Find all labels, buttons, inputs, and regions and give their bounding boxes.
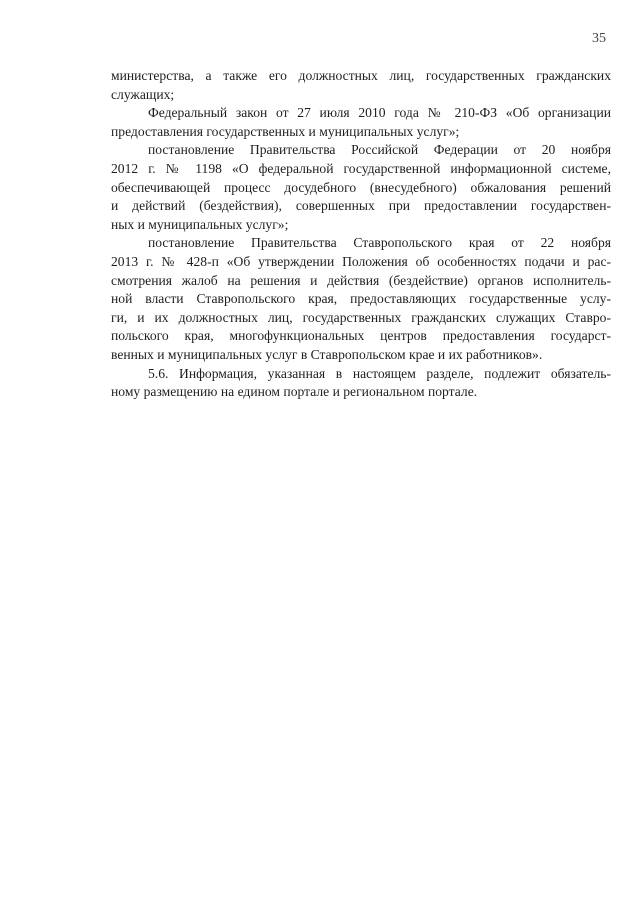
text-line: постановление Правительства Ставропольского края от 22 ноября	[148, 235, 611, 251]
text-line: постановление Правительства Российской Федерации от 20 ноября	[148, 142, 611, 158]
document-body	[111, 67, 611, 402]
text-line: польского края, многофункциональных центров предоставления государст-	[111, 328, 611, 344]
text-line: и действий (бездействия), совершенных при предоставлении государствен-	[111, 198, 611, 214]
text-line: ному размещению на едином портале и региональном портале.	[111, 384, 478, 400]
text-line: 2013 г. № 428-п «Об утверждении Положения об особенностях подачи и рас-	[111, 253, 611, 269]
text-line: обеспечивающей процесс досудебного (внесудебного) обжалования решений	[111, 179, 611, 195]
text-line: Федеральный закон от 27 июля 2010 года № 210-ФЗ «Об организации	[148, 105, 611, 121]
text-line: смотрения жалоб на решения и действия (бездействие) органов исполнитель-	[111, 272, 611, 288]
page-number: 35	[592, 31, 606, 46]
text-line: служащих;	[111, 86, 175, 102]
text-line: ных и муниципальных услуг»;	[111, 216, 289, 232]
text-line: министерства, а также его должностных лиц, государственных гражданских	[111, 68, 611, 83]
text-line: предоставления государственных и муниципальных услуг»;	[111, 123, 460, 139]
text-line: ной власти Ставропольского края, предоставляющих государственные услу-	[111, 291, 611, 307]
text-line: 2012 г. № 1198 «О федеральной государственной информационной системе,	[111, 160, 611, 176]
text-line: венных и муниципальных услуг в Ставропольском крае и их работников».	[111, 346, 543, 362]
text-line: 5.6. Информация, указанная в настоящем разделе, подлежит обязатель-	[148, 365, 611, 381]
text-line: ги, и их должностных лиц, государственных гражданских служащих Ставро-	[111, 309, 611, 325]
